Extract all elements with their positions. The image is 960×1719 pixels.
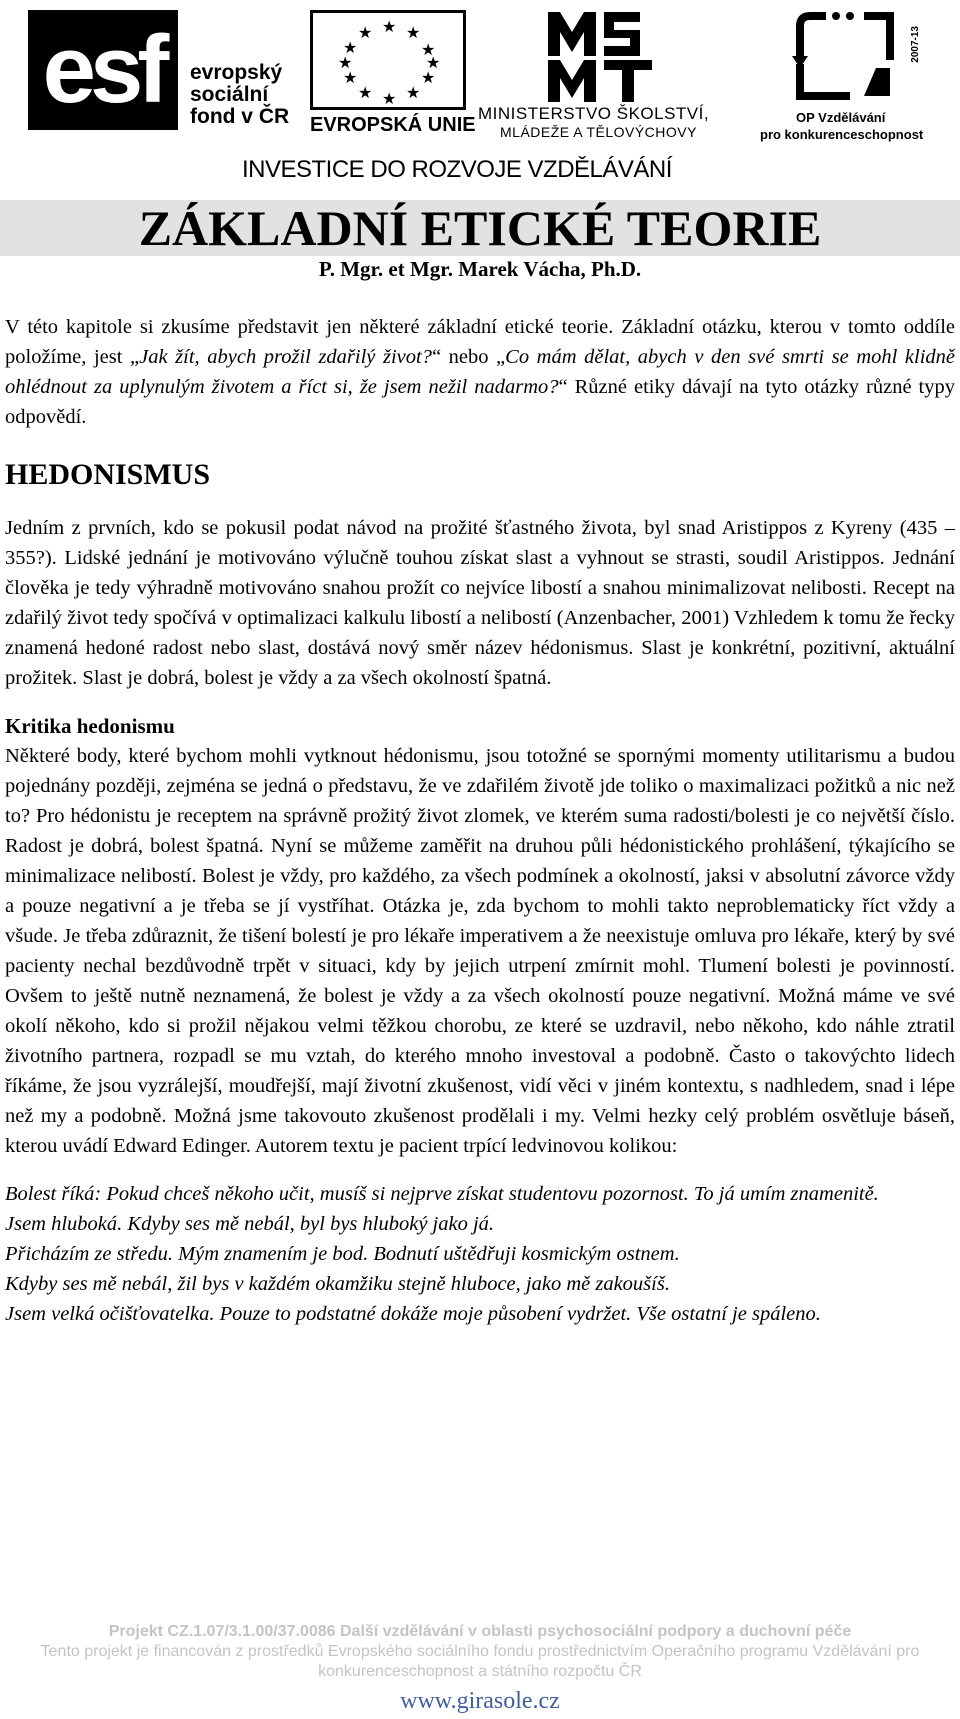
footer-website-link[interactable]: www.girasole.cz xyxy=(400,1688,560,1714)
eu-label: EVROPSKÁ UNIE xyxy=(310,114,476,136)
intro-text-a: V této kapitole si zkusíme představit jen některé základní etické teorie. Základní otázku, kterou v tomto oddíle položíme, jest „ xyxy=(5,316,955,368)
msmt-line2: MLÁDEŽE A TĚLOVÝCHOVY xyxy=(500,124,697,140)
intro-paragraph xyxy=(5,312,955,432)
spacer xyxy=(5,495,955,513)
footer-project: Projekt CZ.1.07/3.1.00/37.0086 Další vzdělávání v oblasti psychosociální podpory a duchovní péče xyxy=(108,1623,852,1640)
esf-line2: sociální xyxy=(190,83,269,106)
investice-banner: INVESTICE DO ROZVOJE VZDĚLÁVÁNÍ xyxy=(242,156,672,183)
poem-line: Bolest říká: Pokud chceš někoho učit, musíš si nejprve získat studentovu pozornost. To já umím znamenitě. xyxy=(5,1183,879,1205)
poem-line: Kdyby ses mě nebál, žil bys v každém okamžiku stejně hluboce, jako mě zakoušíš. xyxy=(5,1273,670,1295)
page-footer xyxy=(0,1622,960,1716)
poem-line: Jsem velká očišťovatelka. Pouze to podstatné dokáže moje působení vydržet. Vše ostatní je spáleno. xyxy=(5,1303,821,1325)
hedonismus-paragraph: Jedním z prvních, kdo se pokusil podat návod na prožité šťastného života, byl snad Aristippos z Kyreny (435 – 355?). Lidské jednání je motivováno výlučně touhou získat slast a vyhnout se strasti, soudil Aristippos. Jednání člověka je tedy výhradně motivováno snahou prožít co nejvíce libostí a snahou minimalizovat nelibosti. Recept na zdařilý život tedy spočívá v optimalizaci kalkulu libostí a nelibostí (Anzenbacher, 2001) Vzhledem k tomu že řecky znamená hedoné radost nebo slast, dostává nový směr název hédonismus. Slast je konkrétní, pozitivní, aktuální prožitek. Slast je dobrá, bolest je vždy a za všech okolností špatná. xyxy=(5,517,955,689)
spacer xyxy=(5,1161,955,1179)
op-mark-icon xyxy=(790,6,900,106)
intro-question-2: Co mám dělat, abych v den své smrti se mohl klidně ohlédnout za uplynulým životem a říct si, že jsem nežil nadarmo? xyxy=(5,346,955,398)
subheading: Kritika hedonismu xyxy=(5,714,175,738)
document-author: P. Mgr. et Mgr. Marek Vácha, Ph.D. xyxy=(318,257,642,281)
msmt-logo xyxy=(478,8,758,138)
spacer xyxy=(5,693,955,711)
op-line2: pro konkurenceschopnost xyxy=(760,127,924,142)
op-years: 2007-13 xyxy=(910,26,921,63)
document-body xyxy=(5,312,955,1329)
poem-line: Jsem hluboká. Kdyby ses mě nebál, byl bys hluboký jako já. xyxy=(5,1213,495,1235)
footer-funding: Tento projekt je financován z prostředků Evropského sociálního fondu prostřednictvím Operačního programu Vzdělávání pro konkurenceschopnost a státního rozpočtu ČR xyxy=(40,1643,920,1680)
esf-line3: fond v ČR xyxy=(190,105,290,128)
intro-text-e: “ Různé etiky dávají na tyto otázky různé typy odpovědí. xyxy=(5,376,956,428)
esf-line1: evropský xyxy=(190,61,283,84)
esf-text xyxy=(190,62,289,128)
msmt-mark-icon xyxy=(540,8,660,104)
msmt-line1: MINISTERSTVO ŠKOLSTVÍ, xyxy=(478,104,710,123)
header-logos xyxy=(0,0,960,195)
poem xyxy=(5,1179,955,1329)
eu-flag-icon: ★ ★ ★ ★ ★ ★ ★ ★ ★ ★ ★ ★ xyxy=(310,10,466,110)
section-heading: HEDONISMUS xyxy=(5,458,211,491)
kritika-paragraph: Některé body, které bychom mohli vytknout hédonismu, jsou totožné se spornými momenty utilitarismu a budou pojednány později, zejména se jedná o představu, že ve zdařilém životě jde toliko o maximalizaci požitků a nic než to? Pro hédonistu je receptem na správně prožitý život zlomek, ve kterém suma radosti/bolesti je co největší číslo. Radost je dobrá, bolest špatná. Nyní se můžeme zaměřit na druhou půli hédonistického prohlášení, týkajícího se minimalizace nelibostí. Bolest je vždy, pro každého, za všech podmínek a okolností, jaksi v absolutní závorce vždy a pouze negativní a je třeba se jí vystříhat. Otázka je, zda bychom to mohli takto neproblematicky říct vždy a všude. Je třeba zdůraznit, že tišení bolestí je pro lékaře imperativem a že neexistuje omluva pro lékaře, který by své pacienty nechal bezdůvodně trpět v situaci, kdy by jejich utrpení zmírnit mohl. Tlumení bolesti je povinností. Ovšem to ještě nutně neznamená, že bolest je vždy a za všech okolností pouze negativní. Možná máme ve své okolí někoho, kdo si prožil nějakou velmi těžkou chorobu, ze které se uzdravil, nebo někoho, kdo náhle ztratil životního partnera, rozpadl se mu vztah, do kterého mnoho investoval a podobně. Často o takovýchto lidech říkáme, že jsou vyzrálejší, moudřejší, mají životní zkušenost, vidí věci v jiném kontextu, s nadhledem, snad i lépe než my a podobně. Možná jsme takovouto zkušenost prodělali i my. Velmi hezky celý problém osvětluje báseň, kterou uvádí Edward Edinger. Autorem textu je pacient trpící ledvinovou kolikou: xyxy=(5,745,955,1157)
op-logo xyxy=(760,6,950,146)
eu-logo xyxy=(310,10,476,136)
op-line1: OP Vzdělávání xyxy=(796,110,886,125)
esf-logo xyxy=(28,10,298,130)
esf-mark: esf xyxy=(28,10,178,130)
poem-line: Přicházím ze středu. Mým znamením je bod. Bodnutí uštědřuji kosmickým ostnem. xyxy=(5,1243,680,1265)
intro-text-c: “ nebo „ xyxy=(431,346,506,368)
document-title: ZÁKLADNÍ ETICKÉ TEORIE xyxy=(138,200,822,256)
intro-question-1: Jak žít, abych prožil zdařilý život? xyxy=(139,346,432,368)
